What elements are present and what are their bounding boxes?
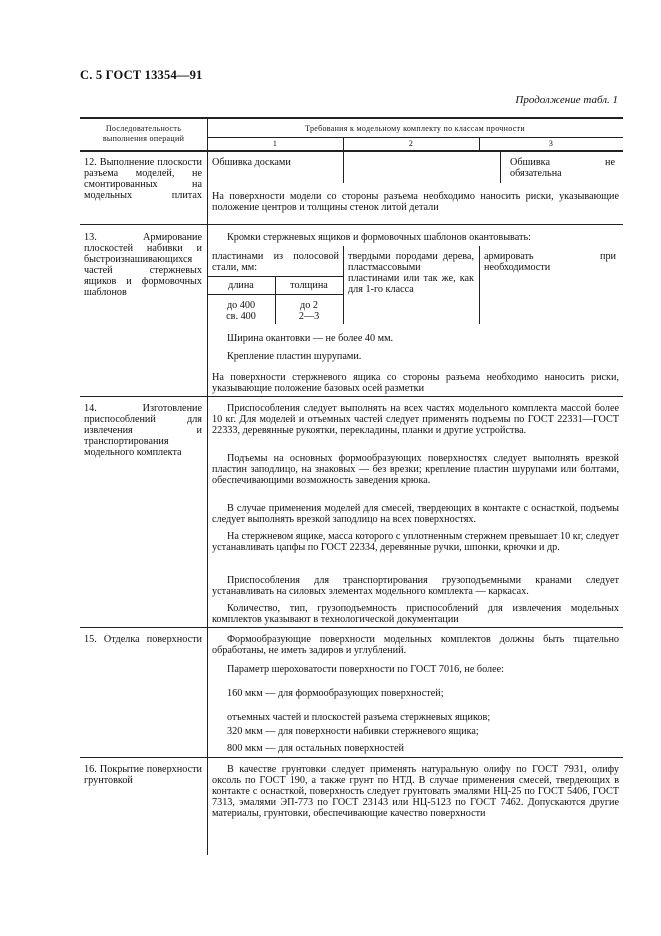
row-15-operation: 15. Отделка поверхности xyxy=(84,634,202,645)
row-13-thickness-label: толщина xyxy=(290,280,328,291)
row-15-paragraph-3: 160 мкм — для формообразующих поверхностей; xyxy=(227,688,444,699)
row-13-class-3: армировать при необходимости xyxy=(484,251,616,273)
row-16-paragraph-1: В качестве грунтовки следует применять натуральную олифу по ГОСТ 7931, олифу оксоль по ГОСТ 190, а также грунт по НТД. В случае применения смесей, твердеющих в контакте с оснасткой, поверхность следует грунтовать эмалями НЦ-25 по ГОСТ 5406, ГОСТ 7313, эмалями ЭП-773 по ГОСТ 23143 или НЦ-5123 по ГОСТ 7462. Допускаются другие материалы, грунтовки, обеспечивающие качество поверхности xyxy=(212,764,619,819)
row-13-length-1: до 400 xyxy=(226,300,256,311)
table-rule-row12-div-b xyxy=(500,151,501,183)
row-15-paragraph-4: отъемных частей и плоскостей разъема стержневых ящиков; xyxy=(227,712,491,723)
row-13-length-2: св. 400 xyxy=(226,311,256,322)
row-15-paragraph-2: Параметр шероховатости поверхности по ГОСТ 7016, не более: xyxy=(227,664,504,675)
row-14-paragraph-6: Количество, тип, грузоподъемность приспособлений для извлечения модельных комплектов указывают в технологической документации xyxy=(212,603,619,625)
row-13-operation: 13. Армирование плоскостей набивки и быстроизнашивающихся частей стержневых ящиков и формовочных шаблонов xyxy=(84,232,202,298)
row-13-class-2: твердыми породами дерева, пластмассовыми пластинами или так же, как для 1-го класса xyxy=(348,251,474,295)
row-16-operation: 16. Покрытие поверхности грунтовкой xyxy=(84,764,202,786)
table-rule-row13-div-a xyxy=(343,246,344,324)
row-12-class-1: Обшивка досками xyxy=(212,157,291,168)
row-15-paragraph-1: Формообразующие поверхности модельных комплектов должны быть тщательно обработаны, не иметь задиров и углублений. xyxy=(212,634,619,656)
row-14-paragraph-4: На стержневом ящике, масса которого с уплотненным стержнем превышает 10 кг, следует устанавливать цапфы по ГОСТ 22334, деревянные ручки, шпонки, крючки и др. xyxy=(212,531,619,553)
row-14-paragraph-3: В случае применения моделей для смесей, твердеющих в контакте с оснасткой, подъемы следует выполнять врезкой заподлицо на всех поверхностях. xyxy=(212,503,619,525)
row-13-width: Ширина окантовки — не более 40 мм. xyxy=(227,333,394,344)
table-rule-header-split xyxy=(207,137,623,138)
table-rule-col-divider xyxy=(207,117,208,855)
row-13-intro: Кромки стержневых ящиков и формовочных шаблонов окантовывать: xyxy=(227,232,531,243)
table-rule-row13-div-b xyxy=(479,246,480,324)
table-rule-row12-div-a xyxy=(343,151,344,183)
row-13-thickness-2: 2—3 xyxy=(298,311,320,322)
page-header: С. 5 ГОСТ 13354—91 xyxy=(80,68,203,82)
row-13-note: На поверхности стержневого ящика со стороны разъема необходимо наносить риски, указывающие положение базовых осей разметки xyxy=(212,372,619,394)
column-header-requirements: Требования к модельному комплекту по классам прочности xyxy=(305,124,525,133)
table-rule-row-14 xyxy=(80,627,623,628)
row-14-paragraph-1: Приспособления следует выполнять на всех частях модельного комплекта массой более 10 кг. Для моделей и отъемных частей следует применять подъемы по ГОСТ 22331—ГОСТ 22333, деревянные рукоятки, перекладины, планки и другие устройства. xyxy=(212,403,619,436)
table-rule-row-15 xyxy=(80,757,623,758)
table-rule-row-12 xyxy=(80,224,623,225)
row-13-class-1-head: пластинами из полосовой стали, мм: xyxy=(212,251,339,273)
row-15-paragraph-6: 800 мкм — для остальных поверхностей xyxy=(227,743,404,754)
column-header-operation: Последовательность выполнения операций xyxy=(102,124,185,143)
column-header-class-3: 3 xyxy=(548,139,554,148)
row-13-length-label: длина xyxy=(228,280,254,291)
row-12-note: На поверхности модели со стороны разъема необходимо наносить риски, указывающие положение центров и толщины стенок литой детали xyxy=(212,191,619,213)
column-header-class-2: 2 xyxy=(408,139,414,148)
table-rule-row-13 xyxy=(80,396,623,397)
row-13-fastening: Крепление пластин шурупами. xyxy=(227,351,362,362)
row-12-operation: 12. Выполнение плоскости разъема моделей, не смонтированных на модельных плитах xyxy=(84,157,202,201)
table-rule-header-bottom xyxy=(80,150,623,152)
row-14-paragraph-5: Приспособления для транспортирования грузоподъемными кранами следует устанавливать на силовых элементах модельного комплекта — каркасах. xyxy=(212,575,619,597)
table-rule-top xyxy=(80,117,623,119)
column-header-class-1: 1 xyxy=(272,139,278,148)
row-13-thickness-1: до 2 xyxy=(300,300,318,311)
row-15-paragraph-5: 320 мкм — для поверхности набивки стержневого ящика; xyxy=(227,726,479,737)
row-14-paragraph-2: Подъемы на основных формообразующих поверхностях следует выполнять врезкой пластин заподлицо, на знаковых — без врезки; крепление пластин шурупами или болтами, обеспечивающими возможность заведения крюка. xyxy=(212,453,619,486)
row-12-class-3: Обшивка не обязательна xyxy=(510,157,615,179)
row-14-operation: 14. Изготовление приспособлений для извлечения и транспортирования модельного комплекта xyxy=(84,403,202,458)
table-continuation-label: Продолжение табл. 1 xyxy=(515,94,618,106)
